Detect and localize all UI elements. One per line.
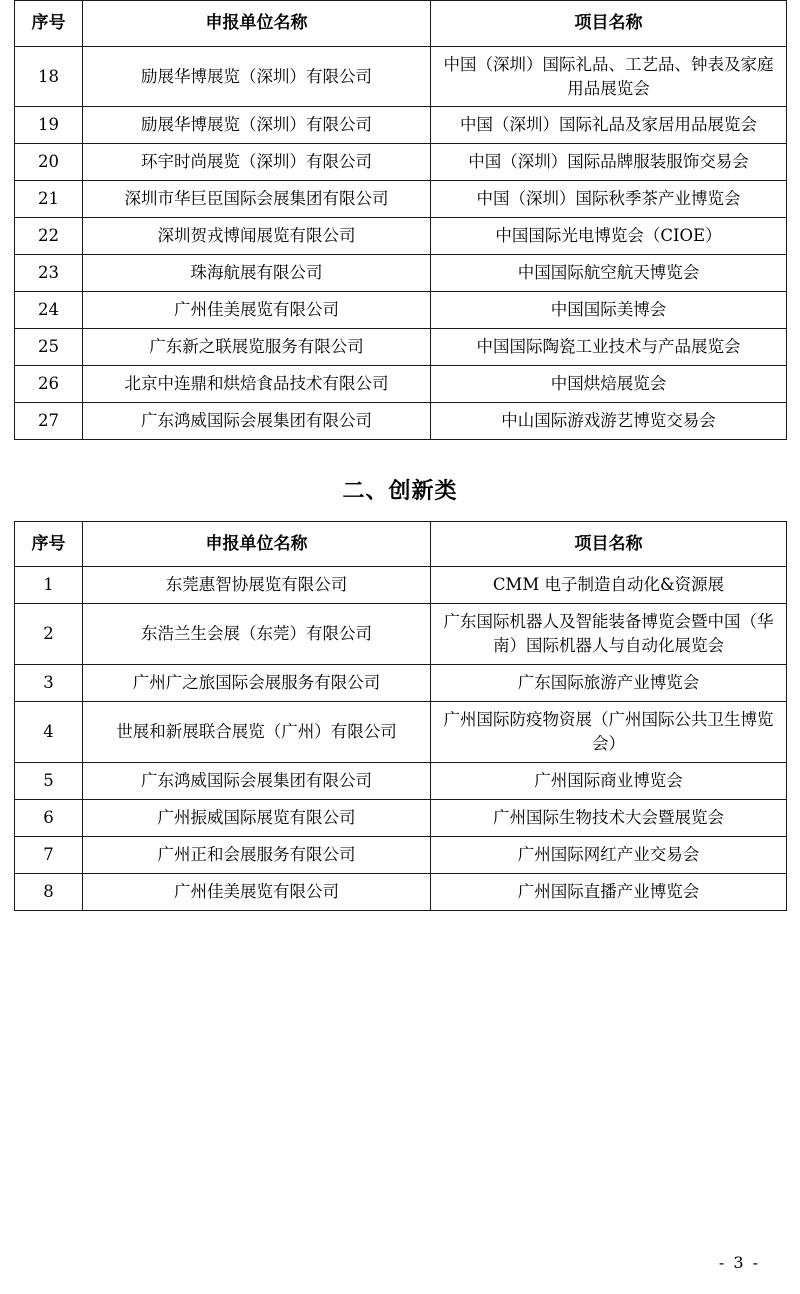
table-row (15, 107, 787, 144)
table-row (15, 292, 787, 329)
cell-unit: 珠海航展有限公司 (83, 255, 431, 292)
table-row (15, 702, 787, 763)
column-header-unit: 申报单位名称 (83, 521, 431, 567)
table-row (15, 181, 787, 218)
table-row (15, 762, 787, 799)
cell-project: CMM 电子制造自动化&资源展 (431, 567, 787, 604)
cell-project: 中国（深圳）国际礼品、工艺品、钟表及家庭用品展览会 (431, 46, 787, 107)
cell-unit: 深圳贺戎博闻展览有限公司 (83, 218, 431, 255)
table-row (15, 46, 787, 107)
cell-project: 广东国际机器人及智能装备博览会暨中国（华南）国际机器人与自动化展览会 (431, 604, 787, 665)
cell-no: 25 (15, 329, 83, 366)
column-header-project: 项目名称 (431, 521, 787, 567)
cell-no: 19 (15, 107, 83, 144)
cell-project: 中国国际陶瓷工业技术与产品展览会 (431, 329, 787, 366)
cell-no: 1 (15, 567, 83, 604)
cell-no: 23 (15, 255, 83, 292)
table-continued (14, 0, 787, 440)
section-heading: 二、创新类 (342, 477, 458, 504)
cell-project: 广州国际商业博览会 (431, 762, 787, 799)
table-row (15, 255, 787, 292)
cell-unit: 广州正和会展服务有限公司 (83, 836, 431, 873)
cell-project: 广州国际防疫物资展（广州国际公共卫生博览会） (431, 702, 787, 763)
cell-unit: 广东鸿威国际会展集团有限公司 (83, 402, 431, 439)
cell-project: 中国国际光电博览会（CIOE） (431, 218, 787, 255)
table-row (15, 402, 787, 439)
cell-unit: 励展华博展览（深圳）有限公司 (83, 46, 431, 107)
cell-unit: 北京中连鼎和烘焙食品技术有限公司 (83, 365, 431, 402)
table-row (15, 873, 787, 910)
column-header-no: 序号 (15, 521, 83, 567)
table-row (15, 567, 787, 604)
cell-unit: 广东鸿威国际会展集团有限公司 (83, 762, 431, 799)
cell-unit: 励展华博展览（深圳）有限公司 (83, 107, 431, 144)
cell-project: 广州国际直播产业博览会 (431, 873, 787, 910)
cell-no: 24 (15, 292, 83, 329)
table-row (15, 329, 787, 366)
table-header-row (15, 521, 787, 567)
cell-no: 18 (15, 46, 83, 107)
cell-project: 中国国际美博会 (431, 292, 787, 329)
cell-no: 7 (15, 836, 83, 873)
cell-no: 4 (15, 702, 83, 763)
table-innovation (14, 521, 787, 911)
cell-no: 20 (15, 144, 83, 181)
cell-unit: 东莞惠智协展览有限公司 (83, 567, 431, 604)
cell-no: 2 (15, 604, 83, 665)
cell-no: 6 (15, 799, 83, 836)
table-row (15, 365, 787, 402)
cell-unit: 广州佳美展览有限公司 (83, 292, 431, 329)
cell-unit: 广东新之联展览服务有限公司 (83, 329, 431, 366)
table-row (15, 604, 787, 665)
page-number: - 3 - (718, 1253, 760, 1272)
column-header-unit: 申报单位名称 (83, 1, 431, 47)
cell-no: 27 (15, 402, 83, 439)
cell-project: 广州国际网红产业交易会 (431, 836, 787, 873)
cell-project: 广州国际生物技术大会暨展览会 (431, 799, 787, 836)
cell-project: 中国（深圳）国际品牌服装服饰交易会 (431, 144, 787, 181)
cell-project: 中国（深圳）国际秋季茶产业博览会 (431, 181, 787, 218)
cell-project: 中国国际航空航天博览会 (431, 255, 787, 292)
cell-no: 8 (15, 873, 83, 910)
cell-project: 中山国际游戏游艺博览交易会 (431, 402, 787, 439)
cell-no: 22 (15, 218, 83, 255)
cell-no: 21 (15, 181, 83, 218)
cell-no: 5 (15, 762, 83, 799)
table-row (15, 836, 787, 873)
cell-unit: 广州振威国际展览有限公司 (83, 799, 431, 836)
cell-project: 中国（深圳）国际礼品及家居用品展览会 (431, 107, 787, 144)
cell-unit: 广州广之旅国际会展服务有限公司 (83, 665, 431, 702)
cell-unit: 世展和新展联合展览（广州）有限公司 (83, 702, 431, 763)
cell-unit: 东浩兰生会展（东莞）有限公司 (83, 604, 431, 665)
table-header-row (15, 1, 787, 47)
table-row (15, 144, 787, 181)
cell-no: 26 (15, 365, 83, 402)
cell-unit: 广州佳美展览有限公司 (83, 873, 431, 910)
cell-unit: 深圳市华巨臣国际会展集团有限公司 (83, 181, 431, 218)
table-row (15, 799, 787, 836)
cell-project: 中国烘焙展览会 (431, 365, 787, 402)
table-row (15, 218, 787, 255)
column-header-project: 项目名称 (431, 1, 787, 47)
cell-project: 广东国际旅游产业博览会 (431, 665, 787, 702)
table-row (15, 665, 787, 702)
column-header-no: 序号 (15, 1, 83, 47)
cell-unit: 环宇时尚展览（深圳）有限公司 (83, 144, 431, 181)
cell-no: 3 (15, 665, 83, 702)
